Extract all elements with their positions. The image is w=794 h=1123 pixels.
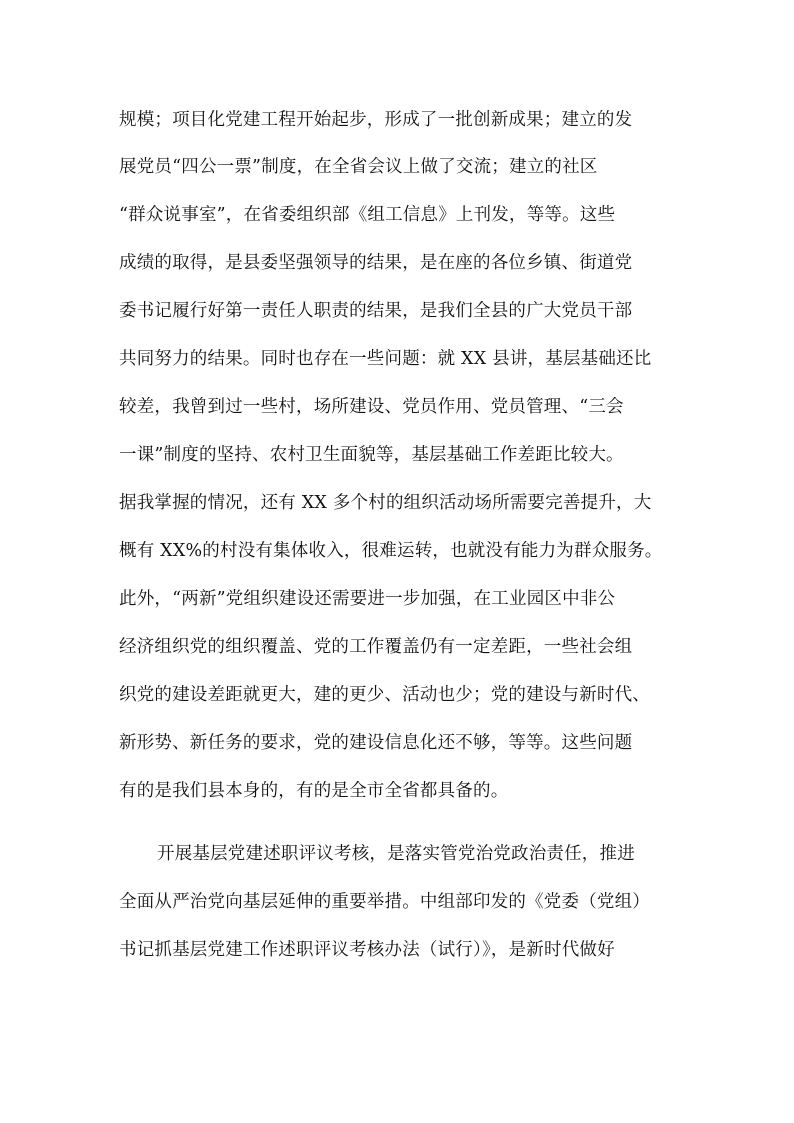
text-line-15: 有的是我们县本身的，有的是全市全省都具备的。 bbox=[119, 781, 509, 801]
text-line-10: 概有 XX%的村没有集体收入，很难运转，也就没有能力为群众服务。 bbox=[119, 541, 663, 561]
text-line-8: 一课”制度的坚持、农村卫生面貌等，基层基础工作差距比较大。 bbox=[119, 445, 624, 465]
text-line-18: 书记抓基层党建工作述职评议考核办法（试行）》，是新时代做好 bbox=[119, 940, 615, 960]
text-line-1: 规模；项目化党建工程开始起步，形成了一批创新成果；建立的发 bbox=[119, 110, 633, 130]
text-line-3: “群众说事室”，在省委组织部《组工信息》上刊发，等等。这些 bbox=[119, 205, 616, 225]
text-line-7: 较差，我曾到过一些村，场所建设、党员作用、党员管理、“三会 bbox=[119, 397, 624, 417]
text-line-6: 共同努力的结果。同时也存在一些问题：就 XX 县讲，基层基础还比 bbox=[119, 349, 652, 369]
text-line-2: 展党员“四公一票”制度，在全省会议上做了交流；建立的社区 bbox=[119, 157, 598, 177]
text-line-13: 织党的建设差距就更大，建的更少、活动也少；党的建设与新时代、 bbox=[119, 685, 650, 705]
text-line-5: 委书记履行好第一责任人职责的结果，是我们全县的广大党员干部 bbox=[119, 301, 633, 321]
text-line-12: 经济组织党的组织覆盖、党的工作覆盖仍有一定差距，一些社会组 bbox=[119, 637, 633, 657]
text-line-4: 成绩的取得，是县委坚强领导的结果，是在座的各位乡镇、街道党 bbox=[119, 253, 633, 273]
text-line-17: 全面从严治党向基层延伸的重要举措。中组部印发的《党委（党组） bbox=[119, 892, 650, 912]
text-line-9: 据我掌握的情况，还有 XX 多个村的组织活动场所需要完善提升，大 bbox=[119, 493, 652, 513]
text-line-16: 开展基层党建述职评议考核，是落实管党治党政治责任，推进 bbox=[157, 844, 635, 864]
text-line-11: 此外，“两新”党组织建设还需要进一步加强，在工业园区中非公 bbox=[119, 589, 616, 609]
text-line-14: 新形势、新任务的要求，党的建设信息化还不够，等等。这些问题 bbox=[119, 733, 633, 753]
